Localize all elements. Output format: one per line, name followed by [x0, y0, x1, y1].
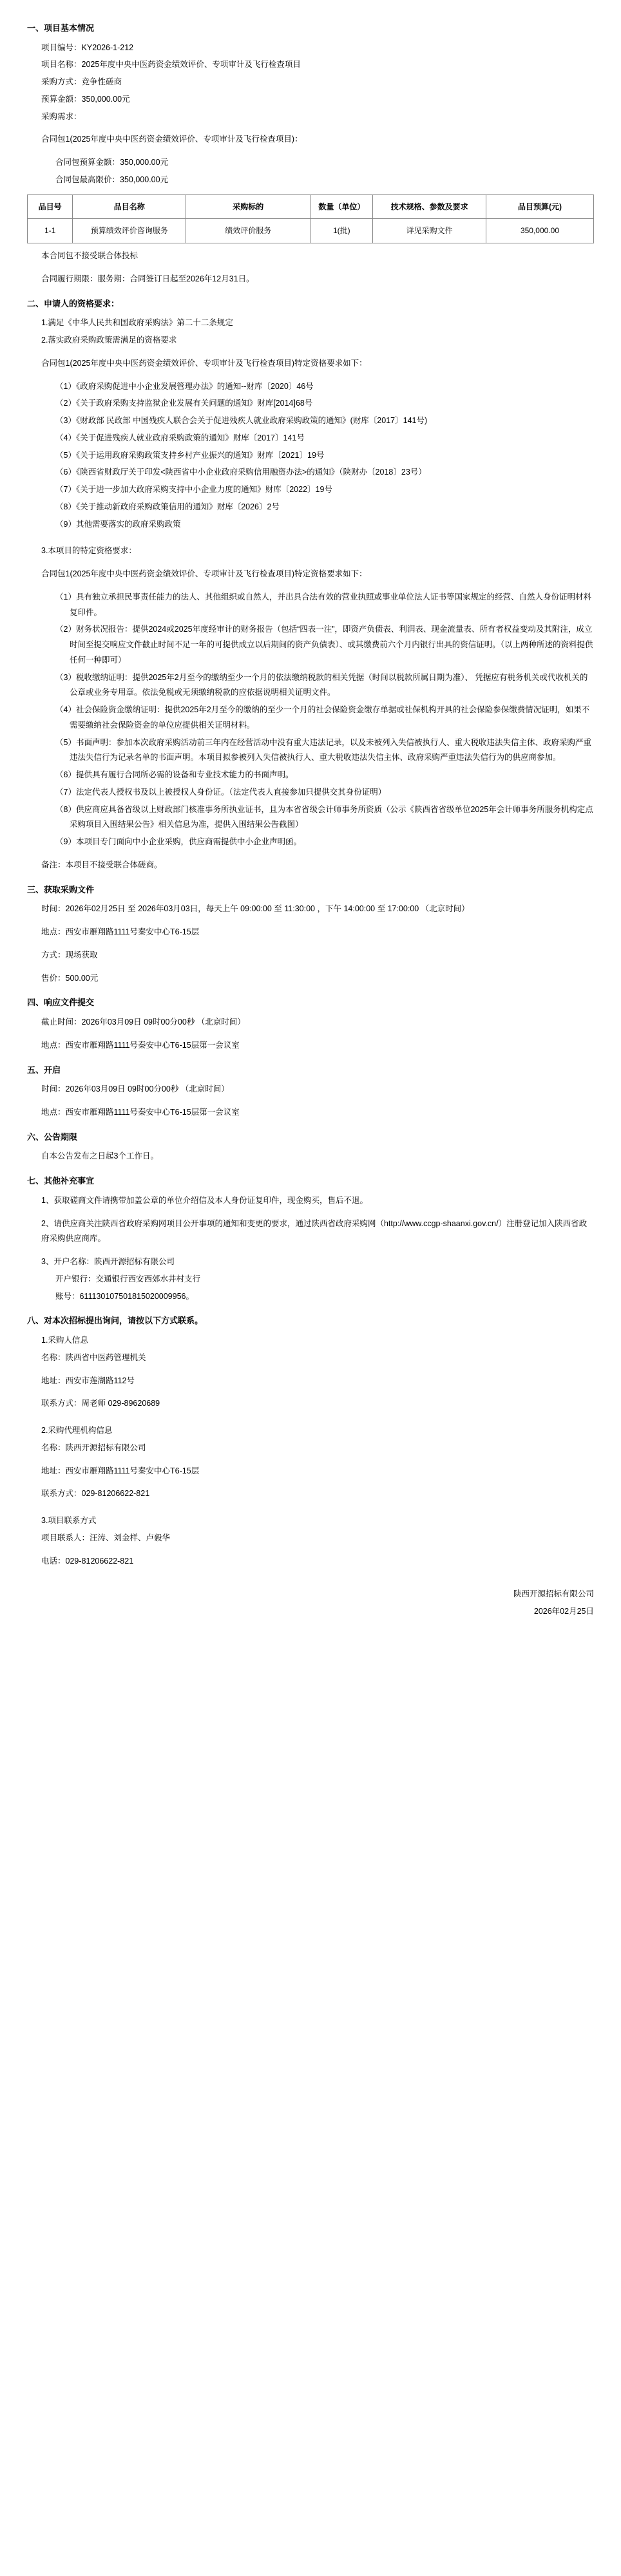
cell-spec: 详见采购文件: [373, 219, 486, 243]
project-contact-group-title: 3.项目联系方式: [41, 1516, 97, 1526]
policy-item: （9）其他需要落实的政府采购政策: [55, 519, 181, 529]
bid-items-table: [27, 194, 594, 244]
col-header-budget: 品目预算(元): [486, 194, 593, 219]
package-budget-label: 合同包预算金额：: [55, 158, 120, 167]
project-contact-phone-value: 029-81206622-821: [65, 1556, 134, 1566]
policy-item: （5）《关于运用政府采购政策支持乡村产业振兴的通知》财库〔2021〕19号: [55, 450, 325, 460]
section-6-title: 六、公告期限: [27, 1132, 78, 1142]
project-contact-person-value: 汪涛、刘金样、卢毅华: [90, 1533, 171, 1542]
project-contact-phone-label: 电话：: [41, 1556, 66, 1566]
purchaser-addr-label: 地址：: [41, 1376, 66, 1385]
requirement-item: （7）法定代表人授权书及以上被授权人身份证。（法定代表人直接参加只提供交其身份证明）: [55, 787, 387, 797]
requirement-item: （2）财务状况报告：提供2024或2025年度经审计的财务报告（包括“四表一注”，即资产负债表、利润表、现金流量表、所有者权益变动及其附注，成立时间至提交响应文件截止时间不足一年的可提供成立以后期间的资产负债表）、或其缴费前六个月内银行出具的资信证明。（以上两种所述的资料提供任何一种即可）: [55, 625, 593, 665]
col-header-spec: 技术规格、参数及要求: [373, 194, 486, 219]
agency-addr-label: 地址：: [41, 1466, 66, 1475]
agency-name-label: 名称：: [41, 1443, 66, 1452]
notice-period-text: 自本公告发布之日起3个工作日。: [41, 1151, 158, 1161]
obtain-method-label: 方式：: [41, 950, 66, 960]
obtain-method-value: 现场获取: [65, 950, 98, 960]
purchaser-contact-value: 周老师 029-89620689: [81, 1399, 160, 1408]
purchaser-contact-label: 联系方式：: [41, 1399, 82, 1408]
supplement-bank: 开户银行：交通银行西安西郊水井村支行: [55, 1274, 201, 1283]
requirement-item: （1）具有独立承担民事责任能力的法人、其他组织或自然人，并出具合法有效的营业执照或事业单位法人证书等国家规定的经营、自然人身份证明材料复印件。: [55, 592, 591, 617]
section-7-title: 七、其他补充事宜: [27, 1176, 95, 1186]
demand-row: [27, 109, 594, 125]
open-place-row: [27, 1105, 594, 1121]
policy-item: （2）《关于政府采购支持监狱企业发展有关问题的通知》财库[2014]68号: [55, 399, 313, 408]
agency-contact-label: 联系方式：: [41, 1489, 82, 1499]
package-max-label: 合同包最高限价：: [55, 175, 120, 184]
col-header-name: 品目名称: [73, 194, 186, 219]
agency-name-row: [27, 1441, 594, 1456]
budget-value: 350,000.00元: [81, 94, 130, 104]
policy-item: （8）《关于推动新政府采购政策信用的通知》财库〔2026〕2号: [55, 502, 280, 511]
col-header-target: 采购标的: [186, 194, 310, 219]
cell-budget: 350,000.00: [486, 219, 593, 243]
footer-date: 2026年02月25日: [533, 1606, 594, 1616]
section-8-title: 八、对本次招标提出询问，请按以下方式联系。: [27, 1316, 204, 1326]
purchaser-addr-row: [27, 1374, 594, 1389]
contract-duration-row: [27, 272, 594, 287]
requirement-item: （4）社会保险资金缴纳证明：提供2025年2月至今的缴纳的至少一个月的社会保险资金缴存单据或社保机构开具的社会保险参保缴费情况证明，如果不需要缴纳社会保险资金的单位应提供相关证明材料。: [55, 705, 590, 730]
cell-target: 绩效评价服务: [186, 219, 310, 243]
project-no-value: KY2026-1-212: [81, 43, 134, 52]
obtain-time-label: 时间：: [41, 904, 66, 914]
table-row: [28, 219, 594, 243]
requirement-item: （9）本项目专门面向中小企业采购，供应商需提供中小企业声明函。: [55, 837, 301, 847]
open-time-value: 2026年03月09日 09时00分00秒 （北京时间）: [65, 1084, 229, 1094]
cell-name: 预算绩效评价咨询服务: [73, 219, 186, 243]
supplement-account: 账号：611130107501815020009956。: [55, 1291, 194, 1301]
col-header-no: 品目号: [28, 194, 73, 219]
project-contact-phone-row: [27, 1554, 594, 1569]
requirement-item: （5）书面声明：参加本次政府采购活动前三年内在经营活动中没有重大违法记录，以及未被列入失信被执行人、重大税收违法失信主体、政府采购严重违法失信行为记录名单的书面声明。本项目拟参被列入失信被执行人、重大税收违法失信主体、政府采购严重违法失信行为的供应商参加。: [55, 737, 591, 762]
project-no-row: [27, 41, 594, 56]
obtain-price-row: [27, 971, 594, 987]
footer-company: 陕西开源招标有限公司: [513, 1589, 594, 1599]
requirement-item: （3）税收缴纳证明：提供2025年2月至今的缴纳至少一个月的依法缴纳税款的相关凭据（时间以税款所属日期为准）、 凭据应有税务机关或代收机关的公章或业务专用章。依法免税或无须缴纳税款的应依据说明相关证明文件。: [55, 672, 588, 697]
policy-item: （6）《陕西省财政厅关于印发<陕西省中小企业政府采购信用融资办法>的通知》（陕财办〔2018〕23号）: [55, 468, 426, 477]
supplement-item: 3、开户名称：陕西开源招标有限公司: [41, 1257, 175, 1267]
purchaser-contact-row: [27, 1396, 594, 1412]
agency-group-title: 2.采购代理机构信息: [41, 1426, 113, 1435]
budget-row: [27, 92, 594, 108]
procure-method-row: [27, 75, 594, 90]
procure-method-label: 采购方式：: [41, 77, 82, 87]
section-3-title: 三、获取采购文件: [27, 884, 95, 895]
section-1-title: 一、项目基本情况: [27, 23, 95, 33]
obtain-price-label: 售价：: [41, 973, 66, 983]
project-no-label: 项目编号：: [41, 43, 82, 52]
purchaser-name-row: [27, 1350, 594, 1366]
qualification-item-1: 1.满足《中华人民共和国政府采购法》第二十二条规定: [41, 318, 233, 328]
requirement-item: （6）提供具有履行合同所必需的设备和专业技术能力的书面声明。: [55, 770, 294, 780]
policy-item: （7）《关于进一步加大政府采购支持中小企业力度的通知》财库〔2022〕19号: [55, 485, 332, 495]
submit-deadline-label: 截止时间：: [41, 1018, 82, 1027]
obtain-time-row: [27, 902, 594, 917]
col-header-qty: 数量（单位）: [310, 194, 373, 219]
package-budget-value: 350,000.00元: [120, 158, 169, 167]
cell-no: 1-1: [28, 219, 73, 243]
submit-place-row: [27, 1038, 594, 1054]
budget-label: 预算金额：: [41, 94, 82, 104]
project-name-row: [27, 57, 594, 73]
submit-place-label: 地点：: [41, 1040, 66, 1050]
supplement-item: 1、获取磋商文件请携带加盖公章的单位介绍信及本人身份证复印件，现金购买，售后不退。: [41, 1195, 368, 1205]
section-2-title: 二、申请人的资格要求：: [27, 298, 120, 308]
project-name-label: 项目名称：: [41, 60, 82, 70]
policy-item: （1）《政府采购促进中小企业发展管理办法》的通知--财库〔2020〕46号: [55, 381, 314, 391]
obtain-method-row: [27, 948, 594, 963]
purchaser-addr-value: 西安市莲湖路112号: [65, 1376, 135, 1385]
demand-label: 采购需求：: [41, 111, 82, 121]
purchaser-name-label: 名称：: [41, 1352, 66, 1362]
policy-item: （4）《关于促进残疾人就业政府采购政策的通知》财库〔2017〕141号: [55, 433, 305, 442]
project-name-value: 2025年度中央中医药资金绩效评价、专项审计及飞行检查项目: [81, 60, 301, 70]
policy-item: （3）《财政部 民政部 中国残疾人联合会关于促进残疾人就业政府采购政策的通知》(财库〔2017〕141号): [55, 416, 428, 426]
obtain-place-row: [27, 925, 594, 940]
obtain-place-value: 西安市雁翔路1111号秦安中心T6-15层: [65, 927, 200, 937]
agency-addr-value: 西安市雁翔路1111号秦安中心T6-15层: [65, 1466, 200, 1475]
agency-contact-row: [27, 1486, 594, 1502]
contract-duration-value: 服务期：合同签订日起至2026年12月31日。: [97, 274, 254, 284]
project-contact-person-row: [27, 1531, 594, 1546]
supplement-item: 2、请供应商关注陕西省政府采购网项目公开事项的通知和变更的要求，通过陕西省政府采购网（http://www.ccgp-shaanxi.gov.cn/）注册登记加入陕西省政府采购供应商库。: [41, 1218, 588, 1244]
package-intro: 合同包1(2025年度中央中医药资金绩效评价、专项审计及飞行检查项目)：: [41, 135, 303, 144]
agency-addr-row: [27, 1464, 594, 1479]
open-place-label: 地点：: [41, 1108, 66, 1117]
purchaser-name-value: 陕西省中医药管理机关: [65, 1352, 146, 1362]
no-consortium-note-2: 备注：本项目不接受联合体磋商。: [41, 860, 162, 869]
policy-package-intro: 合同包1(2025年度中央中医药资金绩效评价、专项审计及飞行检查项目)特定资格要求如下：: [41, 358, 367, 368]
open-time-row: [27, 1082, 594, 1097]
obtain-price-value: 500.00元: [65, 973, 99, 983]
document-footer: [27, 1586, 594, 1620]
obtain-time-value: 2026年02月25日 至 2026年03月03日，每天上午 09:00:00 至 11:30:00 ，下午 14:00:00 至 17:00:00 （北京时间）: [65, 904, 470, 914]
open-place-value: 西安市雁翔路1111号秦安中心T6-15层第一会议室: [65, 1108, 240, 1117]
cell-qty: 1(批): [310, 219, 373, 243]
submit-deadline-value: 2026年03月09日 09时00分00秒 （北京时间）: [81, 1018, 245, 1027]
procure-method-value: 竞争性磋商: [81, 77, 122, 87]
requirement-item: （8）供应商应具备省级以上财政部门核准事务所执业证书，且为本省省级会计师事务所资质（公示《陕西省省级单位2025年会计师事务所服务机构定点采购项目入围结果公告》相关信息为准，提供入围结果公告截图）: [55, 804, 593, 829]
contract-duration-label: 合同履行期限：: [41, 274, 98, 284]
project-contact-person-label: 项目联系人：: [41, 1533, 90, 1542]
agency-name-value: 陕西开源招标有限公司: [65, 1443, 146, 1452]
purchaser-group-title: 1.采购人信息: [41, 1336, 88, 1345]
requirement-package-intro: 合同包1(2025年度中央中医药资金绩效评价、专项审计及飞行检查项目)特定资格要求如下：: [41, 569, 367, 579]
package-budget-row: [27, 155, 594, 171]
package-max-value: 350,000.00元: [120, 175, 169, 184]
submit-place-value: 西安市雁翔路1111号秦安中心T6-15层第一会议室: [65, 1040, 240, 1050]
submit-deadline-row: [27, 1015, 594, 1030]
section-5-title: 五、开启: [27, 1065, 61, 1075]
table-header-row: [28, 194, 594, 219]
qualification-item-2: 2.落实政府采购政策需满足的资格要求: [41, 336, 177, 345]
no-consortium-note-1: 本合同包不接受联合体投标: [41, 251, 139, 261]
qualification-item-3: 3.本项目的特定资格要求：: [41, 546, 137, 556]
section-4-title: 四、响应文件提交: [27, 998, 95, 1008]
package-max-row: [27, 173, 594, 188]
agency-contact-value: 029-81206622-821: [81, 1489, 150, 1499]
open-time-label: 时间：: [41, 1084, 66, 1094]
obtain-place-label: 地点：: [41, 927, 66, 937]
